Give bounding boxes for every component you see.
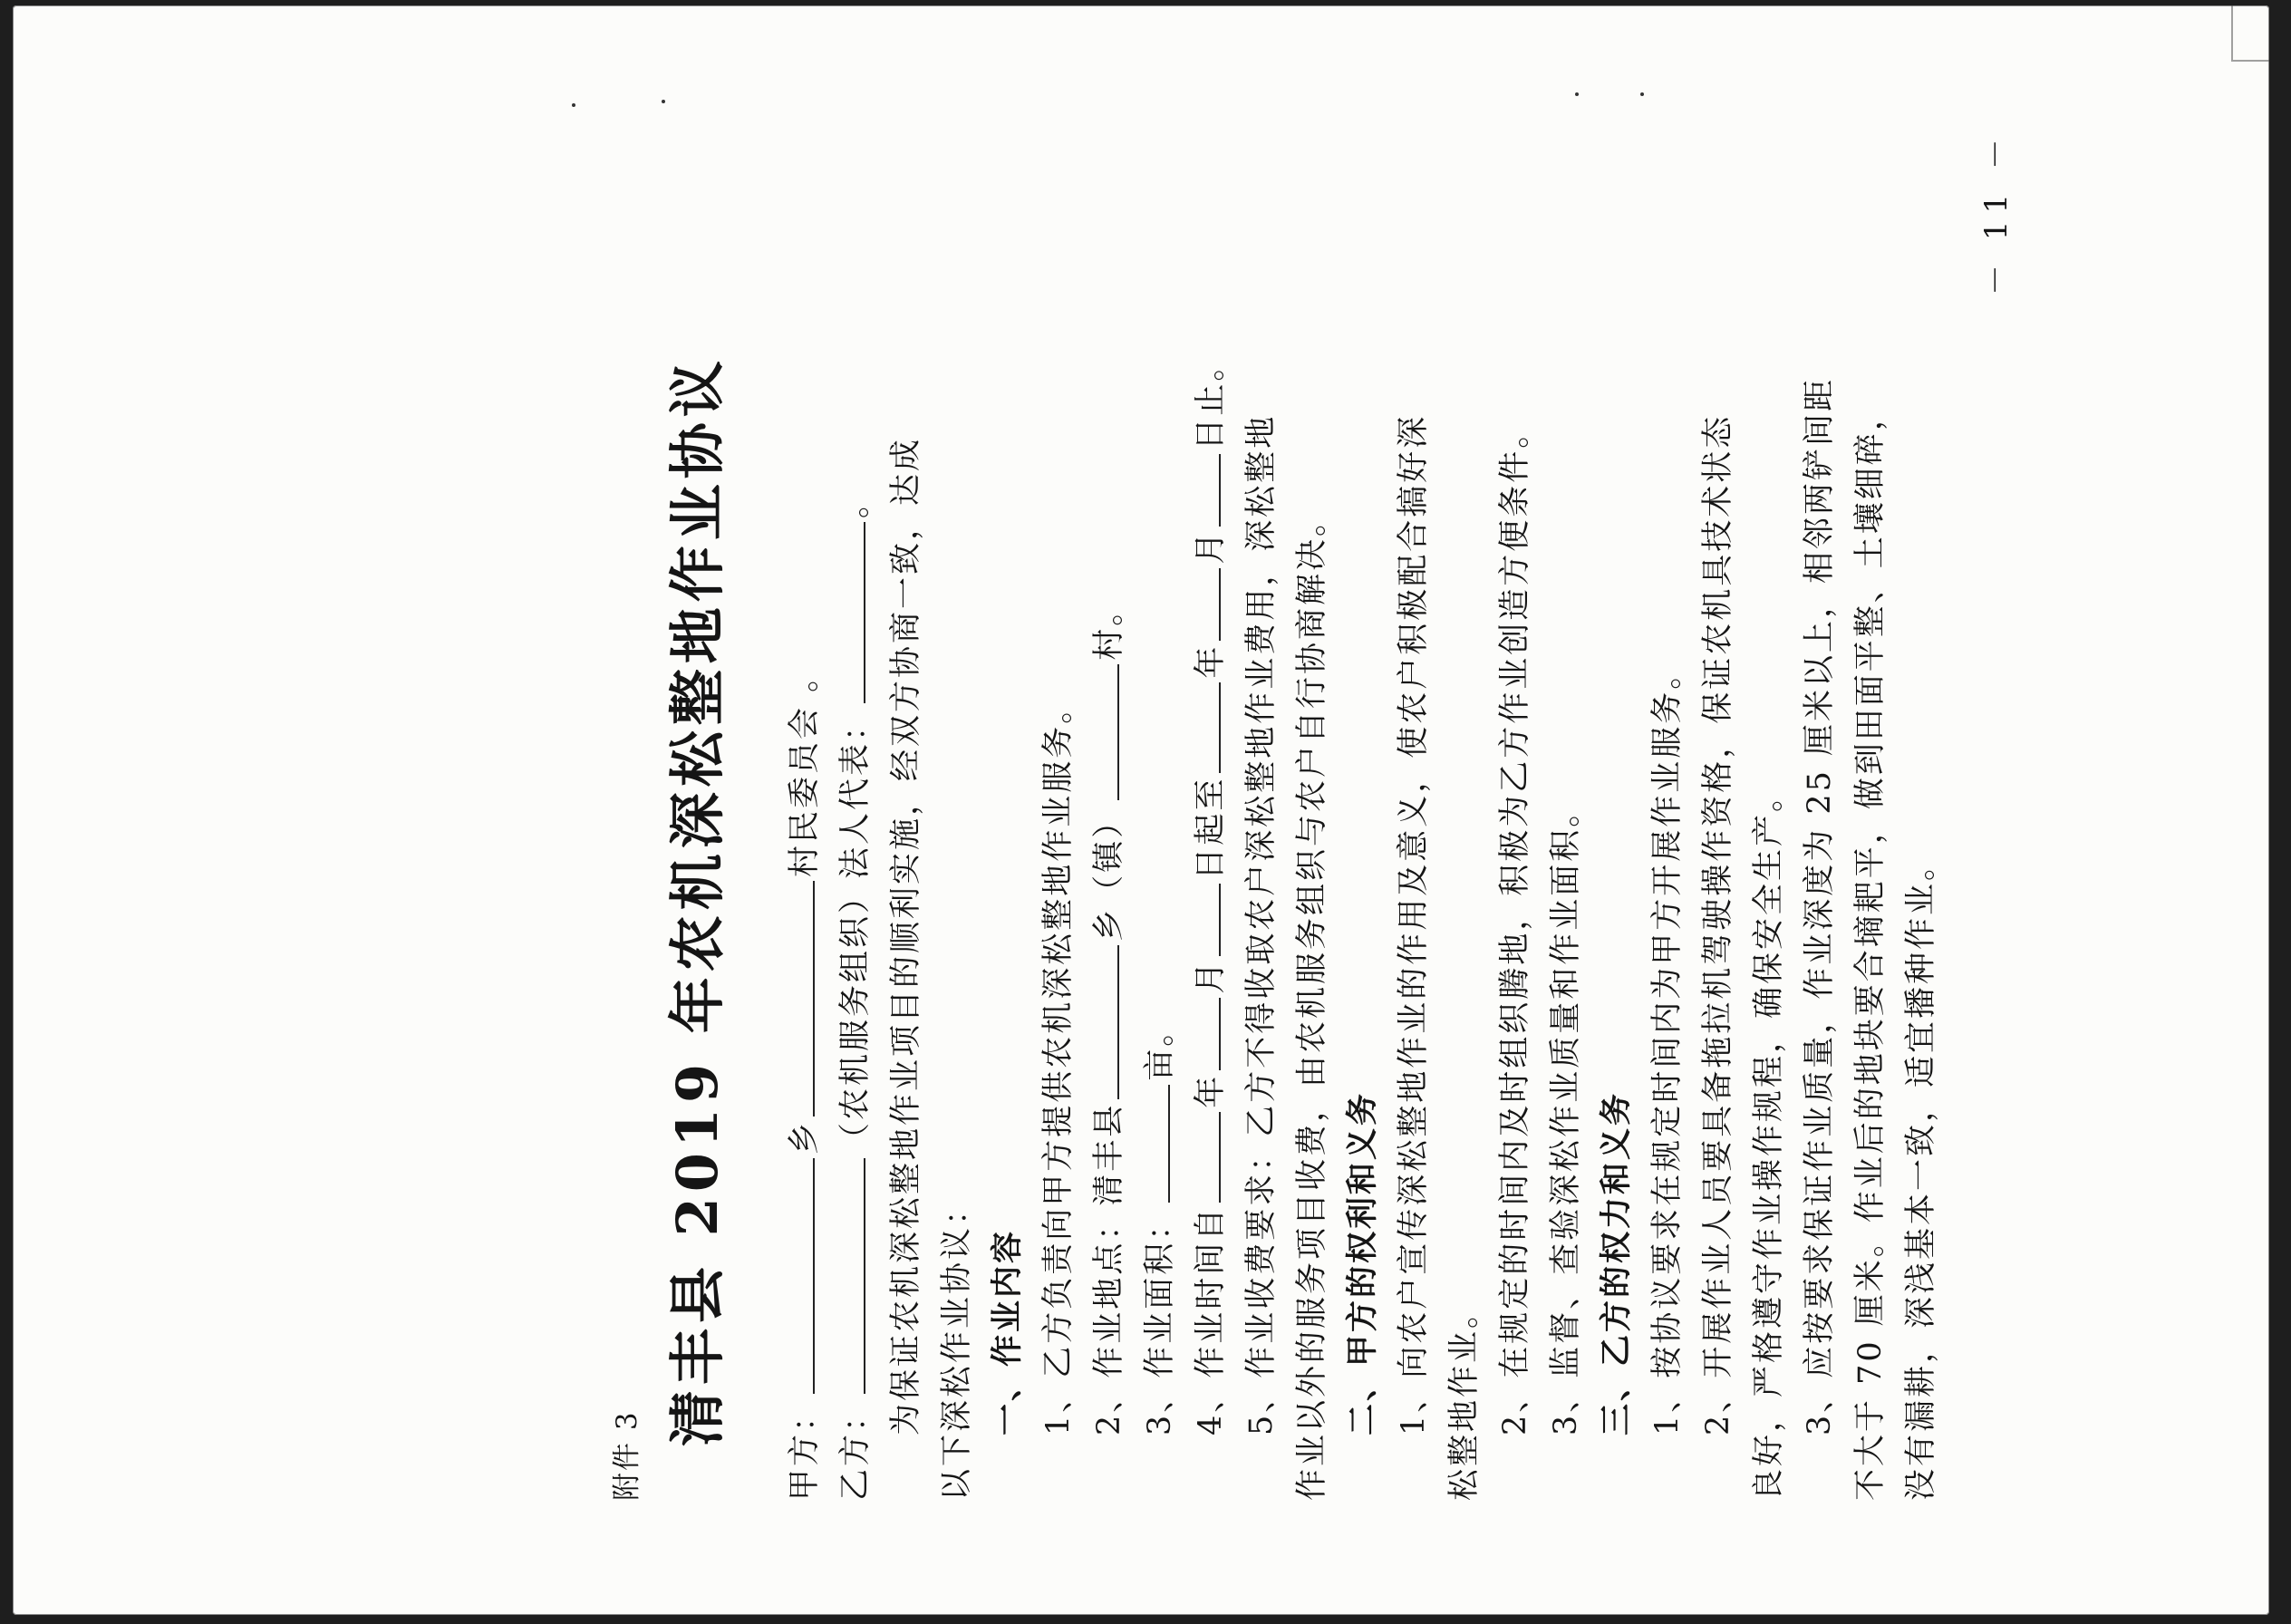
clause-continued: 没有漏耕，深浅基本一致，适宜播种作业。 [1903,846,1939,1501]
clause-continued: 不大于 70 厘米。作业后的地块要合墒耙平，做到田面平整、土壤细碎， [1852,396,1889,1501]
clause: 1、乙方负责向甲方提供农机深松整地作业服务。 [1040,689,1077,1436]
section-heading: 一、作业内容 [989,1228,1026,1436]
clause-continued: 作业以外的服务项目收费，由农机服务组织与农户自行协商解决。 [1294,501,1330,1501]
page-number: － 11 － [1978,131,2015,295]
document-title: 清丰县 2019 年农机深松整地作业协议 [664,355,730,1446]
clause: 2、开展作业人员要具备拖拉机驾驶操作资格，保证农机具技术状态 [1700,413,1736,1436]
clause-continued: 松整地作业。 [1446,1293,1483,1501]
preamble-line: 以下深松作业协议： [939,1190,975,1501]
attachment-label: 附件 3 [611,1410,643,1501]
blank-field [1186,1112,1221,1203]
party-b-line: 乙方：（农机服务组织）法人代表：。 [830,484,881,1501]
clause: 2、在规定的时间内及时组织腾地，积极为乙方作业创造方便条件。 [1497,413,1533,1436]
clause: 1、按协议要求在规定时间内为甲方开展作业服务。 [1649,654,1686,1436]
blank-field [1186,884,1221,956]
scanned-sheet [13,5,2269,1615]
blank-field [1186,568,1221,641]
clause-continued: 良好，严格遵守作业操作规程，确保安全生产。 [1751,777,1787,1501]
clause: 3、应按要求保证作业质量，作业深度为 25 厘米以上，相邻两铲间距 [1802,376,1838,1436]
party-a-line: 甲方：乡村民委员会 。 [779,658,830,1501]
blank-field [1085,664,1119,800]
clause: 3、作业面积：亩。 [1135,1012,1185,1436]
blank-field [780,1158,815,1394]
section-heading: 三、乙方的权力和义务 [1598,1090,1635,1436]
blank-field [780,881,815,1116]
blank-field [1186,998,1221,1070]
agreement-page [353,42,2121,1619]
blank-field [1186,682,1221,773]
blank-field [1136,1085,1170,1203]
clause: 4、作业时间自年月日起至年月日止。 [1185,347,1236,1436]
clause: 5、作业收费要求：乙方不得收取农户深松整地作业费用，深松整地 [1243,413,1280,1436]
clause: 1、向农户宣传深松整地作业的作用及意义，使农户积极配合搞好深 [1396,413,1432,1436]
blank-field [1186,454,1221,527]
clause: 3、监督、查验深松作业质量和作业面积。 [1548,792,1584,1436]
blank-field [831,1158,865,1394]
corner-fold-mark [2231,5,2269,62]
clause: 2、作业地点：清丰县乡（镇）村。 [1084,592,1135,1436]
section-heading: 二、甲方的权利和义务 [1344,1090,1381,1436]
blank-field [1085,945,1119,1099]
blank-field [831,522,865,703]
preamble-line: 为保证农机深松整地作业项目的顺利实施，经双方协商一致，达成 [888,436,924,1436]
